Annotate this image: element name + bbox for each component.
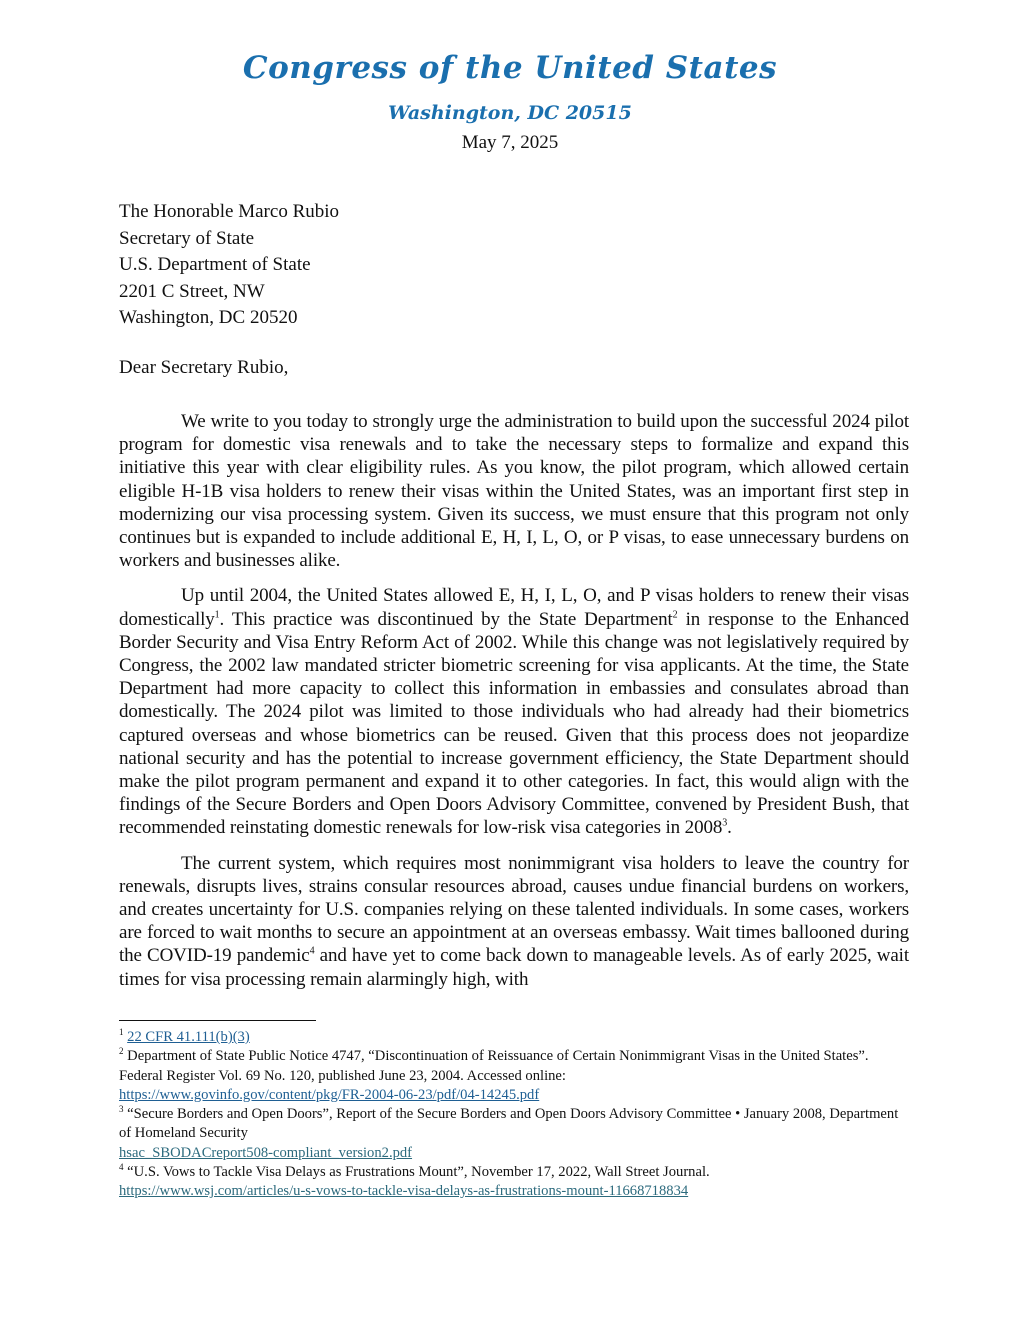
footnote-number: 1 xyxy=(119,1027,124,1038)
paragraph-text: Up until 2004, the United States allowed E, H, I, L, O, and P visas holders to renew their visas domestically xyxy=(119,585,909,630)
footnotes xyxy=(119,1028,909,1202)
recipient-line: U.S. Department of State xyxy=(119,254,311,275)
footnote-divider xyxy=(119,1020,316,1021)
footnote-4-link[interactable]: https://www.wsj.com/articles/u-s-vows-to-tackle-visa-delays-as-frustrations-mount-11668718834 xyxy=(119,1183,689,1200)
salutation: Dear Secretary Rubio, xyxy=(119,357,289,378)
paragraph-text: We write to you today to strongly urge the administration to build upon the successful 2024 pilot program for domestic visa renewals and to take the necessary steps to formalize and expand this initiative this year with clear eligibility rules. As you know, the pilot program, which allowed certain eligible H-1B visa holders to renew their visas within the United States, was an important first step in modernizing our visa processing system. Given its success, we must ensure that this program not only continues but is expanded to include additional E, H, I, L, O, or P visas, to ease unnecessary burdens on workers and businesses alike. xyxy=(119,411,909,572)
footnote-2-link[interactable]: https://www.govinfo.gov/content/pkg/FR-2004-06-23/pdf/04-14245.pdf xyxy=(119,1086,540,1103)
footnote-2-text: Department of State Public Notice 4747, “Discontinuation of Reissuance of Certain Nonimmigrant Visas in the United States”. Federal Register Vol. 69 No. 120, published June 23, 2004. Accessed online: xyxy=(119,1048,869,1084)
footnote-4 xyxy=(119,1163,909,1202)
paragraph-text: The current system, which requires most nonimmigrant visa holders to leave the country for renewals, disrupts lives, strains consular resources abroad, causes undue financial burdens on workers, and creates uncertainty for U.S. companies relying on these talented individuals. In some cases, workers are forced to wait months to secure an appointment at an overseas embassy. Wait times ballooned during the COVID-19 pandemic xyxy=(119,852,909,967)
paragraph-text: . This practice was discontinued by the State Department xyxy=(219,608,673,630)
paragraph-text: and have yet to come back down to manageable levels. As of early 2025, wait times for visa processing remain alarmingly high, with xyxy=(119,945,909,990)
body-paragraph-1 xyxy=(119,410,909,572)
footnote-2 xyxy=(119,1047,909,1105)
letter-body xyxy=(119,410,909,1003)
letterhead-city: Washington, DC 20515 xyxy=(388,102,632,124)
letterhead-title: Congress of the United States xyxy=(242,50,778,86)
footnote-3-text: “Secure Borders and Open Doors”, Report of the Secure Borders and Open Doors Advisory Committee • January 2008, Department of Homeland Security xyxy=(119,1106,899,1142)
footnote-ref-3[interactable]: 3 xyxy=(722,818,728,830)
footnote-number: 2 xyxy=(119,1046,124,1057)
paragraph-text: . xyxy=(727,817,732,839)
recipient-address xyxy=(119,199,339,332)
body-paragraph-2 xyxy=(119,584,909,839)
body-paragraph-3 xyxy=(119,852,909,991)
letter-date: May 7, 2025 xyxy=(461,132,559,153)
paragraph-text: in response to the Enhanced Border Security and Visa Entry Reform Act of 2002. While this change was not legislatively required by Congress, the 2002 law mandated stricter biometric screening for visa applicants. At the time, the State Department had more capacity to collect this information in embassies and consulates abroad than domestically. The 2024 pilot was limited to those individuals who had already had their biometrics captured overseas and whose biometrics can be reused. Given that this process does not jeopardize national security and has the potential to increase government efficiency, the State Department should make the pilot program permanent and expand it to other categories. In fact, this would align with the findings of the Secure Borders and Open Doors Advisory Committee, convened by President Bush, that recommended reinstating domestic renewals for low-risk visa categories in 2008 xyxy=(119,608,909,839)
recipient-line: Washington, DC 20520 xyxy=(119,307,298,328)
recipient-line: Secretary of State xyxy=(119,227,255,249)
recipient-line: The Honorable Marco Rubio xyxy=(119,201,340,222)
footnote-ref-2[interactable]: 2 xyxy=(672,609,678,621)
footnote-3 xyxy=(119,1105,909,1163)
recipient-line: 2201 C Street, NW xyxy=(119,280,265,302)
footnote-ref-4[interactable]: 4 xyxy=(309,946,315,958)
footnote-number: 3 xyxy=(119,1104,124,1115)
footnote-ref-1[interactable]: 1 xyxy=(214,609,220,621)
footnote-1 xyxy=(119,1028,909,1047)
footnote-number: 4 xyxy=(119,1162,124,1173)
footnote-1-link[interactable]: 22 CFR 41.111(b)(3) xyxy=(127,1029,250,1045)
footnote-4-text: “U.S. Vows to Tackle Visa Delays as Frustrations Mount”, November 17, 2022, Wall Street Journal. xyxy=(127,1164,710,1181)
footnote-3-link[interactable]: hsac_SBODACreport508-compliant_version2.pdf xyxy=(119,1144,413,1161)
